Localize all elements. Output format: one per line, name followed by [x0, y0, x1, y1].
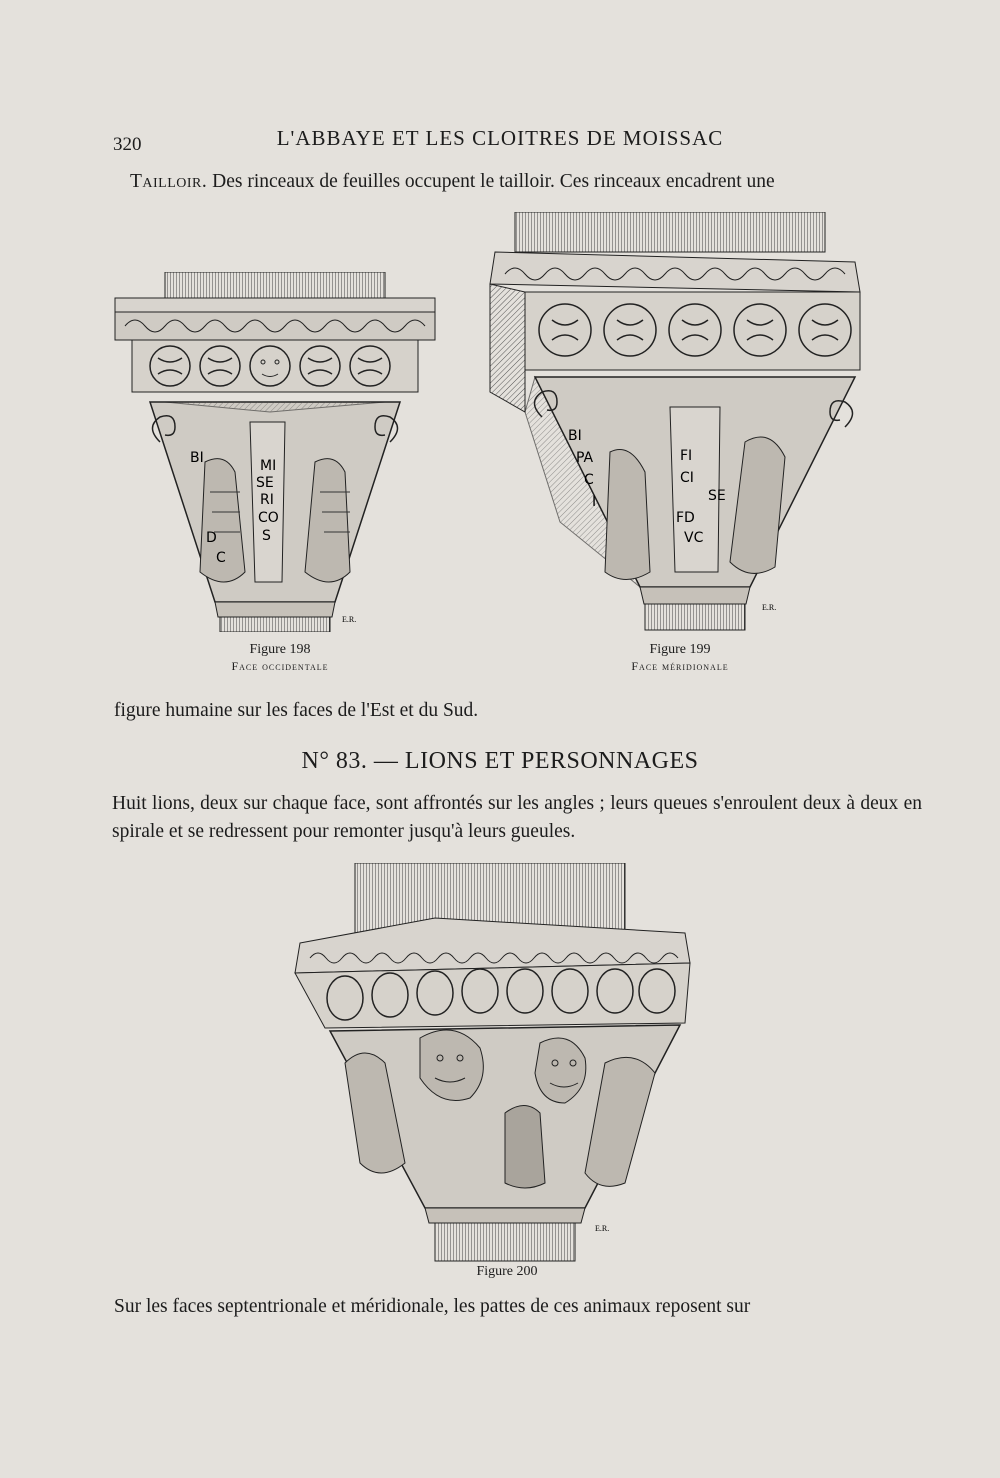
paragraph-lions: Huit lions, deux sur chaque face, sont affrontés sur les angles ; leurs queues s'enroulent deux à deux en spirale et se redressent pour remonter jusqu'à leurs gueules.	[112, 793, 922, 842]
inscription-i: I	[592, 494, 597, 510]
paragraph-lead: Tailloir.	[130, 171, 208, 192]
inscription-mi: MI	[260, 458, 277, 474]
figure-199-caption: Figure 199	[649, 642, 711, 657]
inscription-se: SE	[256, 475, 274, 491]
figure-198-caption-block	[180, 641, 380, 675]
illustrator-signature: E.R.	[762, 603, 777, 612]
illustrator-signature: E.R.	[595, 1224, 610, 1233]
inscription-vc: VC	[684, 530, 704, 546]
paragraph-tailloir	[130, 168, 920, 196]
paragraph-pattes: Sur les faces septentrionale et méridionale, les pattes de ces animaux reposent sur	[114, 1296, 751, 1317]
figure-199-illustration	[480, 212, 870, 632]
figure-198-subcaption: Face occidentale	[231, 659, 329, 673]
inscription-bi: BI	[190, 450, 204, 466]
inscription-fi: FI	[680, 448, 693, 464]
inscription-s: S	[262, 528, 271, 544]
inscription-fd: FD	[676, 510, 695, 526]
page-number: 320	[113, 134, 142, 155]
figure-198-illustration	[110, 272, 440, 632]
inscription-co: CO	[258, 510, 279, 526]
inscription-d: D	[206, 530, 217, 546]
section-heading: N° 83. — LIONS ET PERSONNAGES	[301, 748, 699, 774]
running-title: L'ABBAYE ET LES CLOITRES DE MOISSAC	[276, 126, 724, 150]
figure-199-caption-block	[580, 641, 780, 675]
figure-198-caption: Figure 198	[249, 642, 311, 657]
inscription-ci: CI	[680, 470, 694, 486]
figure-200-illustration	[285, 863, 705, 1263]
paragraph-text: Des rinceaux de feuilles occupent le tailloir. Ces rinceaux encadrent une	[207, 171, 775, 192]
figure-200-caption: Figure 200	[476, 1264, 538, 1279]
illustrator-signature: E.R.	[342, 615, 357, 624]
inscription-pa: PA	[576, 450, 594, 466]
inscription-c: C	[584, 472, 594, 488]
inscription-c: C	[216, 550, 226, 566]
paragraph-figure-humaine: figure humaine sur les faces de l'Est et du Sud.	[114, 700, 479, 721]
inscription-se: SE	[708, 488, 726, 504]
figure-199-subcaption: Face méridionale	[631, 659, 729, 673]
inscription-ri: RI	[260, 492, 274, 508]
inscription-bi: BI	[568, 428, 582, 444]
